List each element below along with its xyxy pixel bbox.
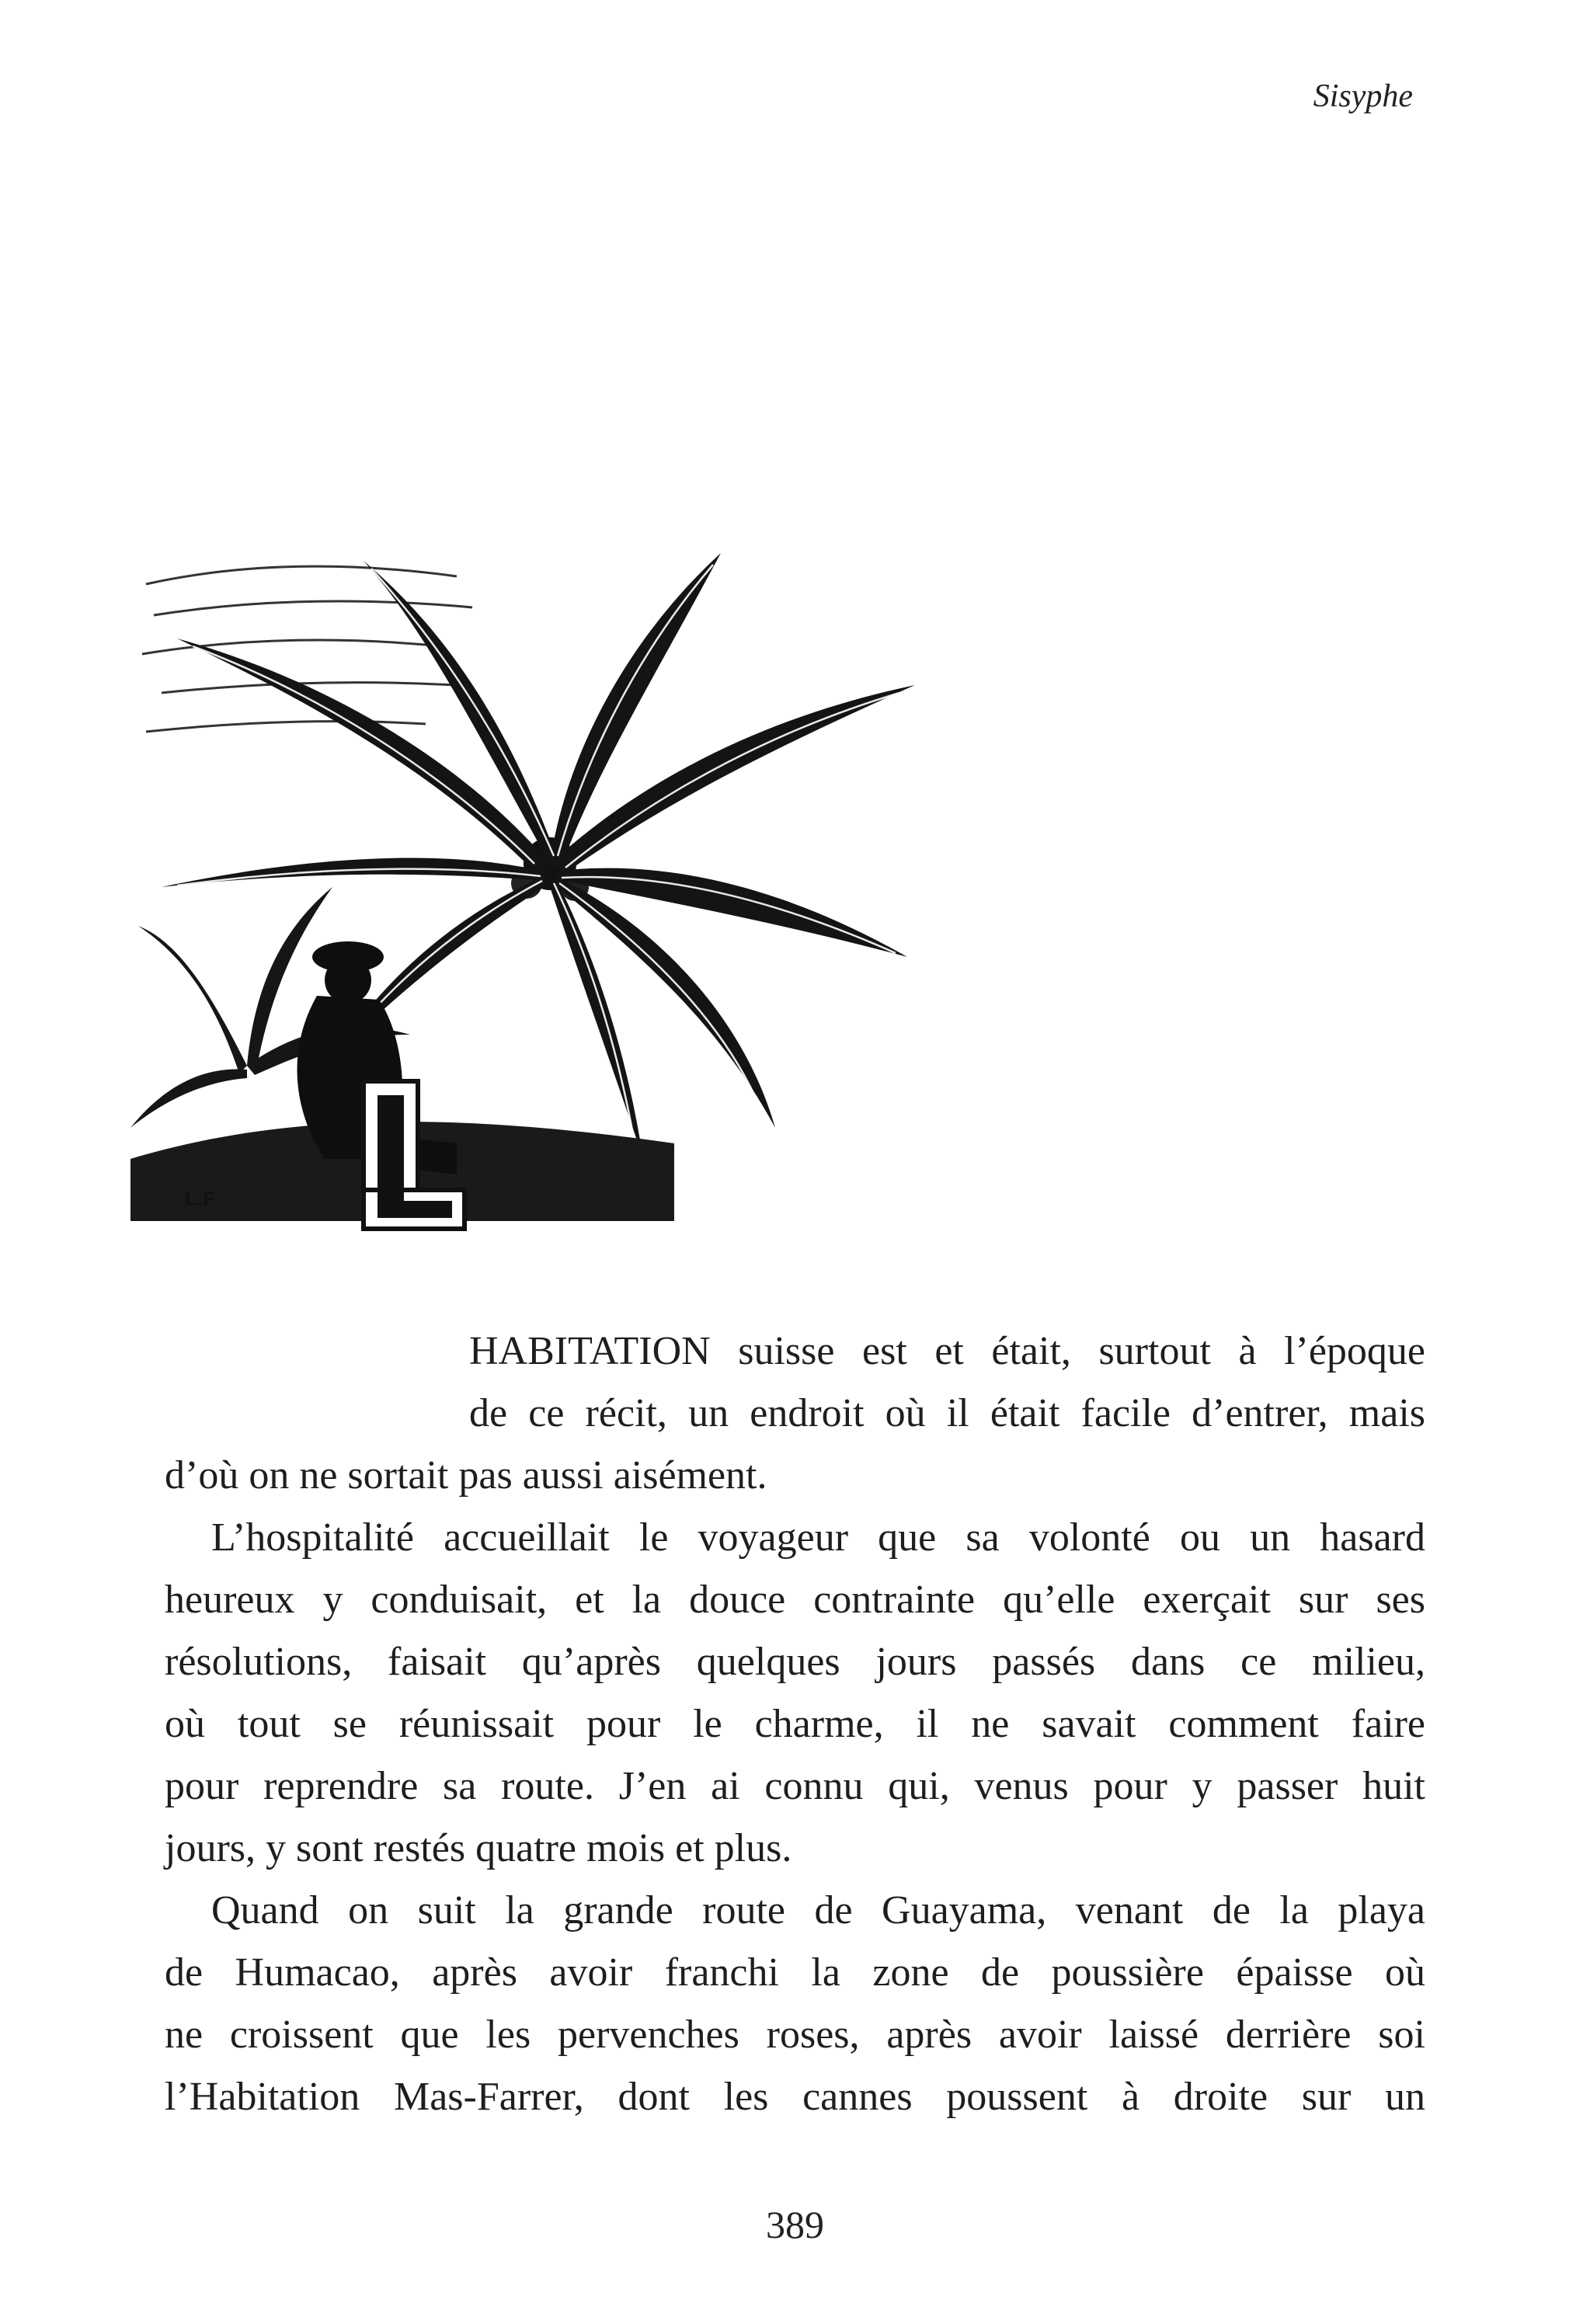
text-line: ne croissent que les pervenches roses, après avoir laissé derrière soi (165, 2013, 1425, 2057)
text-line: l’Habitation Mas-Farrer, dont les cannes poussent à droite sur un (165, 2075, 1425, 2119)
text-line: L’hospitalité accueillait le voyageur que sa volonté ou un hasard (211, 1515, 1425, 1560)
text-line: de Humacao, après avoir franchi la zone de poussière épaisse où (165, 1950, 1425, 1995)
paragraph-2 (165, 1507, 1425, 1880)
text-line: pour reprendre sa route. J’en ai connu qui, venus pour y passer huit (165, 1764, 1425, 1808)
text-line: où tout se réunissait pour le charme, il ne savait comment faire (165, 1702, 1425, 1746)
body-text (165, 1320, 1425, 2128)
palm-tree-engraving-icon (130, 522, 945, 1237)
text-line: de ce récit, un endroit où il était facile d’entrer, mais (469, 1391, 1425, 1435)
paragraph-1 (165, 1320, 1425, 1507)
text-line: HABITATION suisse est et était, surtout à l’époque (469, 1329, 1425, 1373)
running-head: Sisyphe (1313, 78, 1413, 114)
text-line: résolutions, faisait qu’après quelques jours passés dans ce milieu, (165, 1640, 1425, 1684)
paragraph-3 (165, 1880, 1425, 2128)
illustration-signature: L.F (185, 1187, 215, 1210)
text-line: heureux y conduisait, et la douce contrainte qu’elle exerçait sur ses (165, 1578, 1425, 1622)
page-number: 389 (766, 2203, 824, 2246)
text-line: Quand on suit la grande route de Guayama, venant de la playa (211, 1888, 1425, 1933)
text-line: d’où on ne sortait pas aussi aisément. (165, 1453, 767, 1498)
text-line: jours, y sont restés quatre mois et plus. (165, 1826, 792, 1870)
